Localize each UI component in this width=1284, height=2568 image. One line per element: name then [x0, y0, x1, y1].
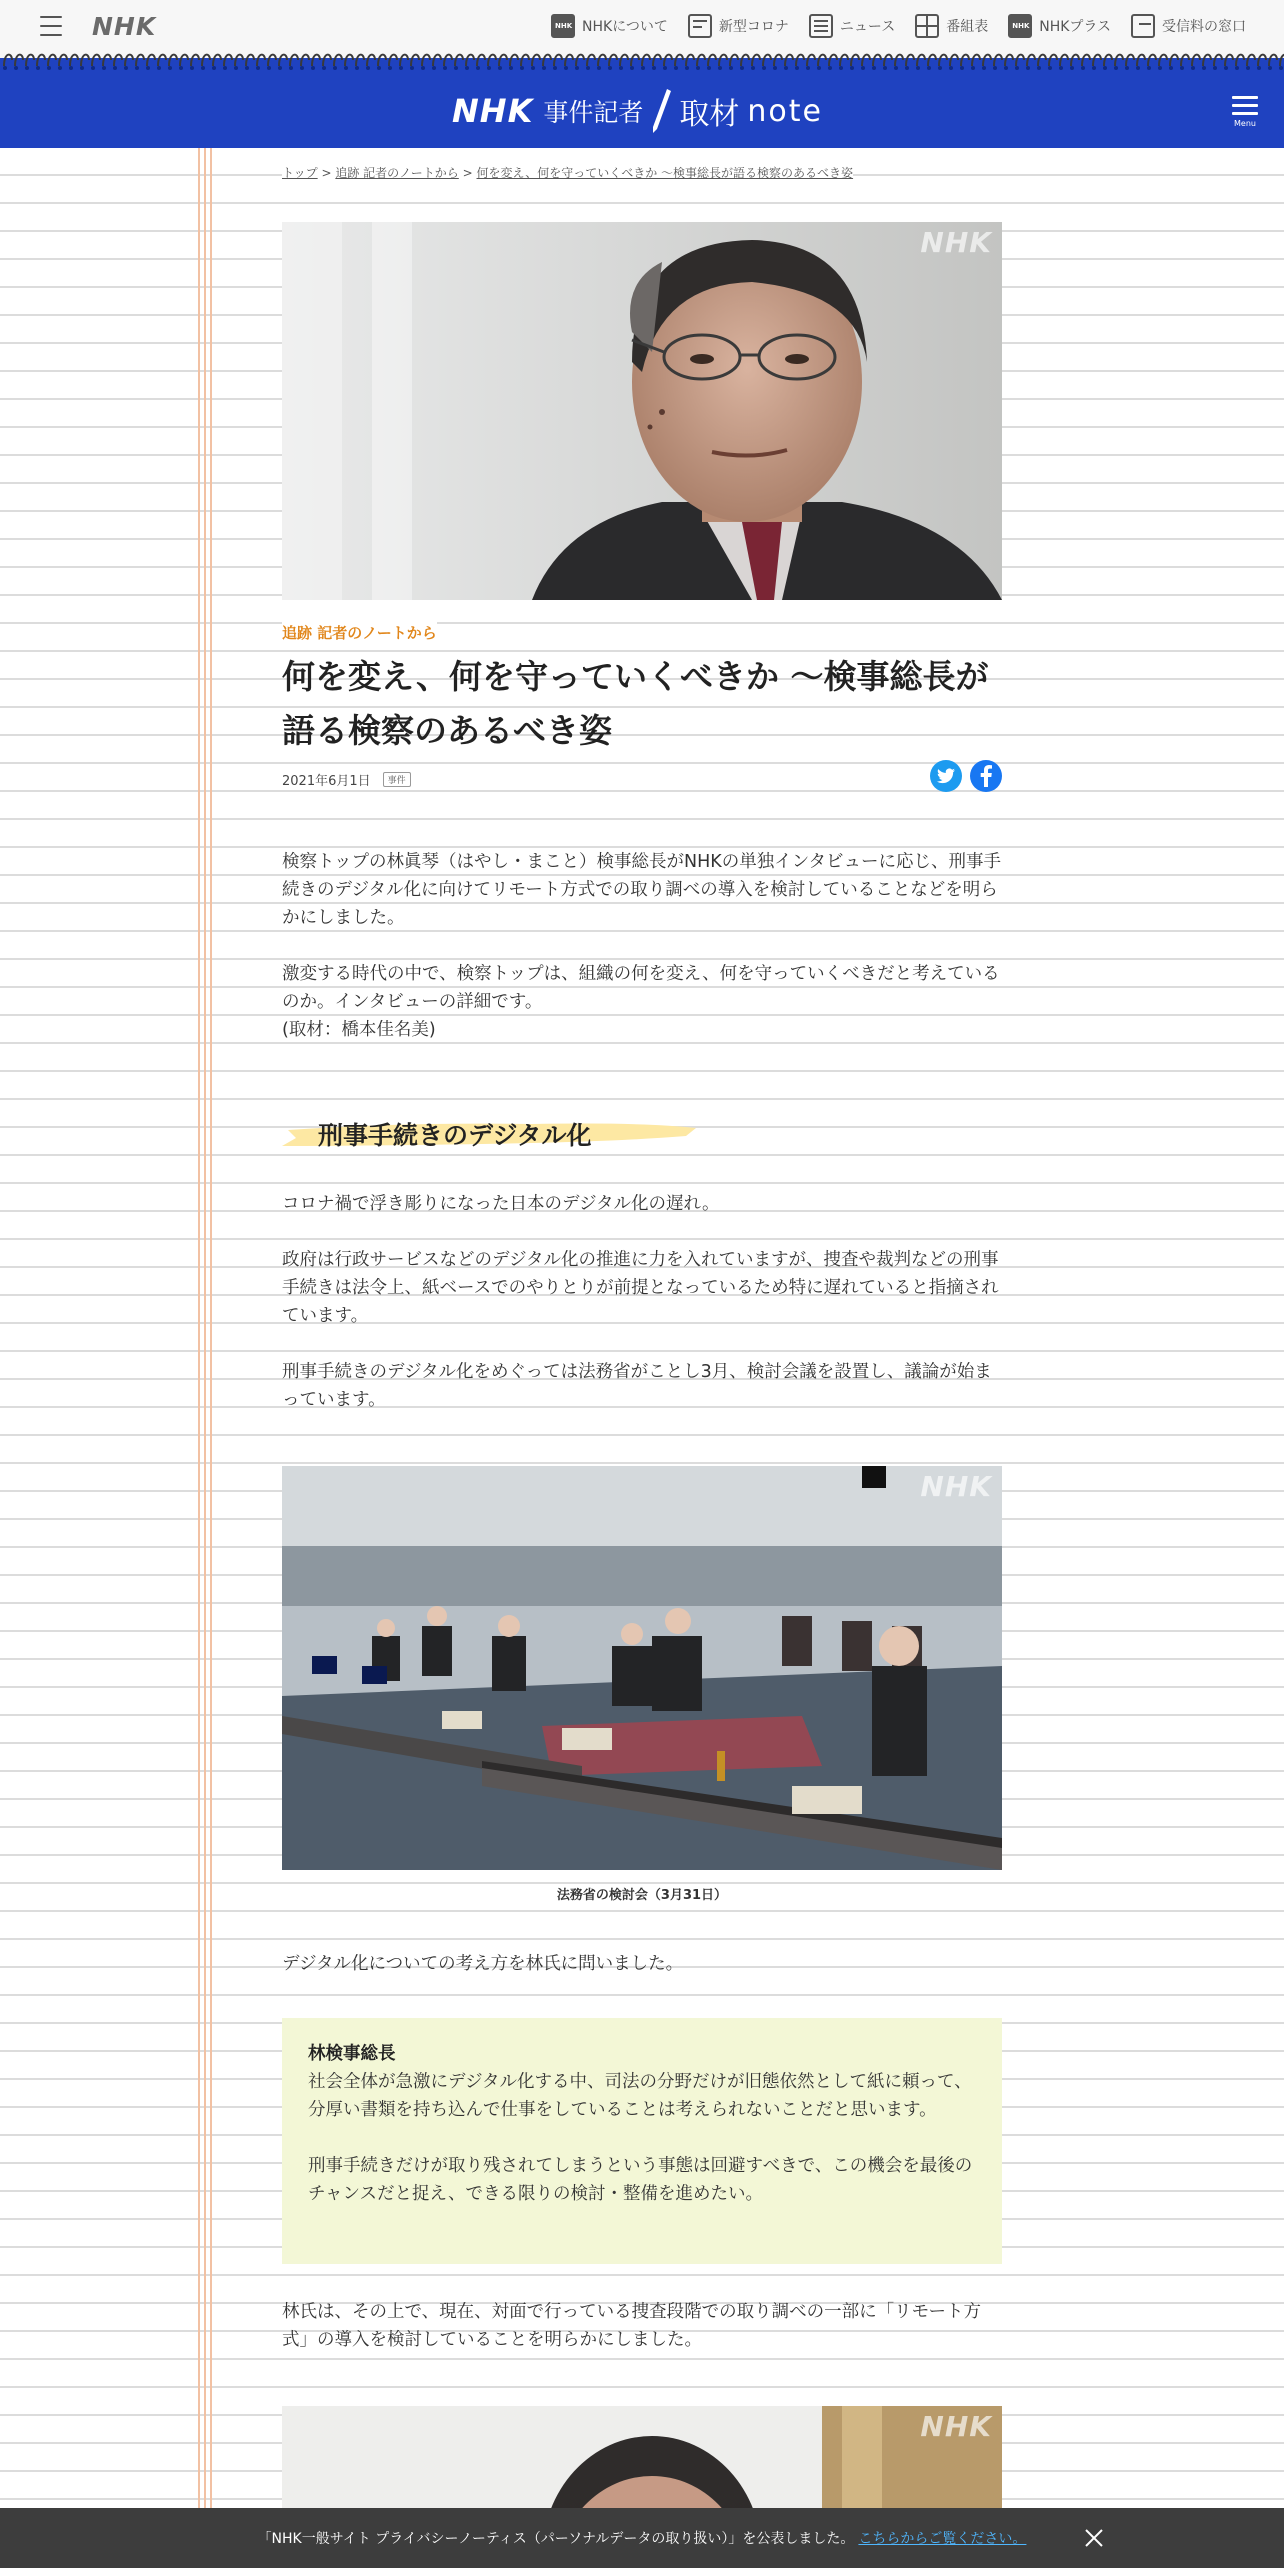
margin-line [210, 148, 212, 2508]
close-icon[interactable] [1084, 2528, 1104, 2548]
notice-link[interactable]: こちらからご覧ください。 [858, 2531, 1027, 2547]
program-guide-icon [915, 14, 939, 38]
article-tag[interactable]: 事件 [383, 772, 411, 787]
notebook-page [0, 148, 1284, 2508]
nav-label: 番組表 [946, 19, 989, 35]
site-title-nhk: NHK [452, 92, 534, 130]
site-title-shuzai: 取材 [679, 97, 740, 132]
hero-image [282, 222, 1002, 600]
section-heading [282, 1102, 702, 1162]
meeting-photo [282, 1466, 1002, 1870]
breadcrumb-top[interactable]: トップ [282, 166, 318, 180]
site-header [0, 72, 1284, 148]
nhk-watermark: NHK [920, 2410, 992, 2443]
nav-reception-fee[interactable] [1131, 14, 1246, 38]
photo-caption: 法務省の検討会（3月31日） [556, 1888, 728, 1903]
menu-label: Menu [1234, 119, 1256, 128]
margin-line [204, 148, 206, 2508]
section-heading-text: 刑事手続きのデジタル化 [318, 1121, 592, 1150]
breadcrumb-section[interactable]: 追跡 記者のノートから [335, 166, 459, 180]
article-category[interactable]: 追跡 記者のノートから [282, 624, 437, 642]
notice-text: 「NHK一般サイト プライバシーノーティス（パーソナルデータの取り扱い）」を公表しました。 [257, 2531, 855, 2547]
nav-label: ニュース [839, 19, 896, 35]
paragraph: デジタル化についての考え方を林氏に問いました。 [282, 1954, 684, 1974]
quote-text: 社会全体が急激にデジタル化する中、司法の分野だけが旧態依然として紙に頼って、分厚い書類を持ち込んで仕事をしていることは考えられないことだと思います。 [308, 2072, 972, 2120]
global-nav [531, 14, 1246, 38]
article-date: 2021年6月1日 [282, 770, 371, 789]
nav-corona[interactable] [688, 14, 789, 38]
nhk-watermark: NHK [920, 226, 992, 259]
article-title: 何を変え、何を守っていくべきか ～検事総長が語る検察のあるべき姿 [282, 657, 989, 750]
privacy-notice-bar [0, 2508, 1284, 2568]
site-title[interactable] [452, 86, 823, 136]
paragraph: 刑事手続きのデジタル化をめぐっては法務省がことし3月、検討会議を設置し、議論が始まっています。 [282, 1362, 992, 1410]
nav-nhk-plus[interactable] [1008, 14, 1111, 38]
nhk-about-icon: NHK [551, 14, 575, 38]
twitter-share-icon[interactable] [930, 760, 962, 792]
share-buttons [930, 760, 1002, 792]
facebook-share-icon[interactable] [970, 760, 1002, 792]
nav-news[interactable] [809, 14, 895, 38]
paragraph: コロナ禍で浮き彫りになった日本のデジタル化の遅れ。 [282, 1194, 720, 1214]
pen-icon [651, 89, 671, 133]
nav-nhk-about[interactable] [551, 14, 668, 38]
global-header [0, 0, 1284, 54]
paragraph: 政府は行政サービスなどのデジタル化の推進に力を入れていますが、捜査や裁判などの刑事手続きは法令上、紙ベースでのやりとりが前提となっているため特に遅れていると指摘されています。 [282, 1250, 999, 1326]
nav-label: NHKプラス [1039, 19, 1111, 35]
nhk-watermark: NHK [920, 1470, 992, 1503]
quote-box [282, 2018, 1002, 2264]
reception-fee-icon [1131, 14, 1155, 38]
quote-speaker: 林検事総長 [308, 2044, 396, 2064]
news-icon [809, 14, 833, 38]
paragraph: 検察トップの林眞琴（はやし・まこと）検事総長がNHKの単独インタビューに応じ、刑事手続きのデジタル化に向けてリモート方式での取り調べの導入を検討していることなどを明らかにしました。 [282, 852, 1001, 928]
margin-line [198, 148, 200, 2508]
paragraph: 林氏は、その上で、現在、対面で行っている捜査段階での取り調べの一部に「リモート方式」の導入を検討していることを明らかにしました。 [282, 2302, 981, 2350]
site-title-note: note [747, 93, 823, 129]
site-title-jiken: 事件記者 [543, 98, 644, 127]
article-meta [282, 770, 411, 789]
hamburger-icon [1232, 96, 1258, 99]
nhk-plus-icon: NHK [1008, 14, 1032, 38]
nav-program-guide[interactable] [915, 14, 988, 38]
nav-label: 受信料の窓口 [1162, 19, 1246, 35]
global-menu-icon[interactable] [40, 16, 62, 36]
nav-label: NHKについて [582, 19, 668, 35]
credit: (取材：橋本佳名美) [282, 1020, 436, 1040]
breadcrumb-current[interactable]: 何を変え、何を守っていくべきか ～検事総長が語る検察のあるべき姿 [476, 166, 854, 180]
breadcrumb: トップ > 追跡 記者のノートから > 何を変え、何を守っていくべきか ～検事総長が語る検察のあるべき姿 [282, 166, 854, 180]
quote-text: 刑事手続きだけが取り残されてしまうという事態は回避すべきで、この機会を最後のチャンスだと捉え、できる限りの検討・整備を進めたい。 [308, 2156, 973, 2204]
nav-label: 新型コロナ [718, 19, 789, 35]
corona-icon [688, 14, 712, 38]
site-menu-button[interactable] [1232, 96, 1258, 128]
nhk-logo[interactable]: NHK [92, 12, 157, 41]
paragraph: 激変する時代の中で、検察トップは、組織の何を変え、何を守っていくべきだと考えているのか。インタビューの詳細です。 [282, 964, 1000, 1012]
